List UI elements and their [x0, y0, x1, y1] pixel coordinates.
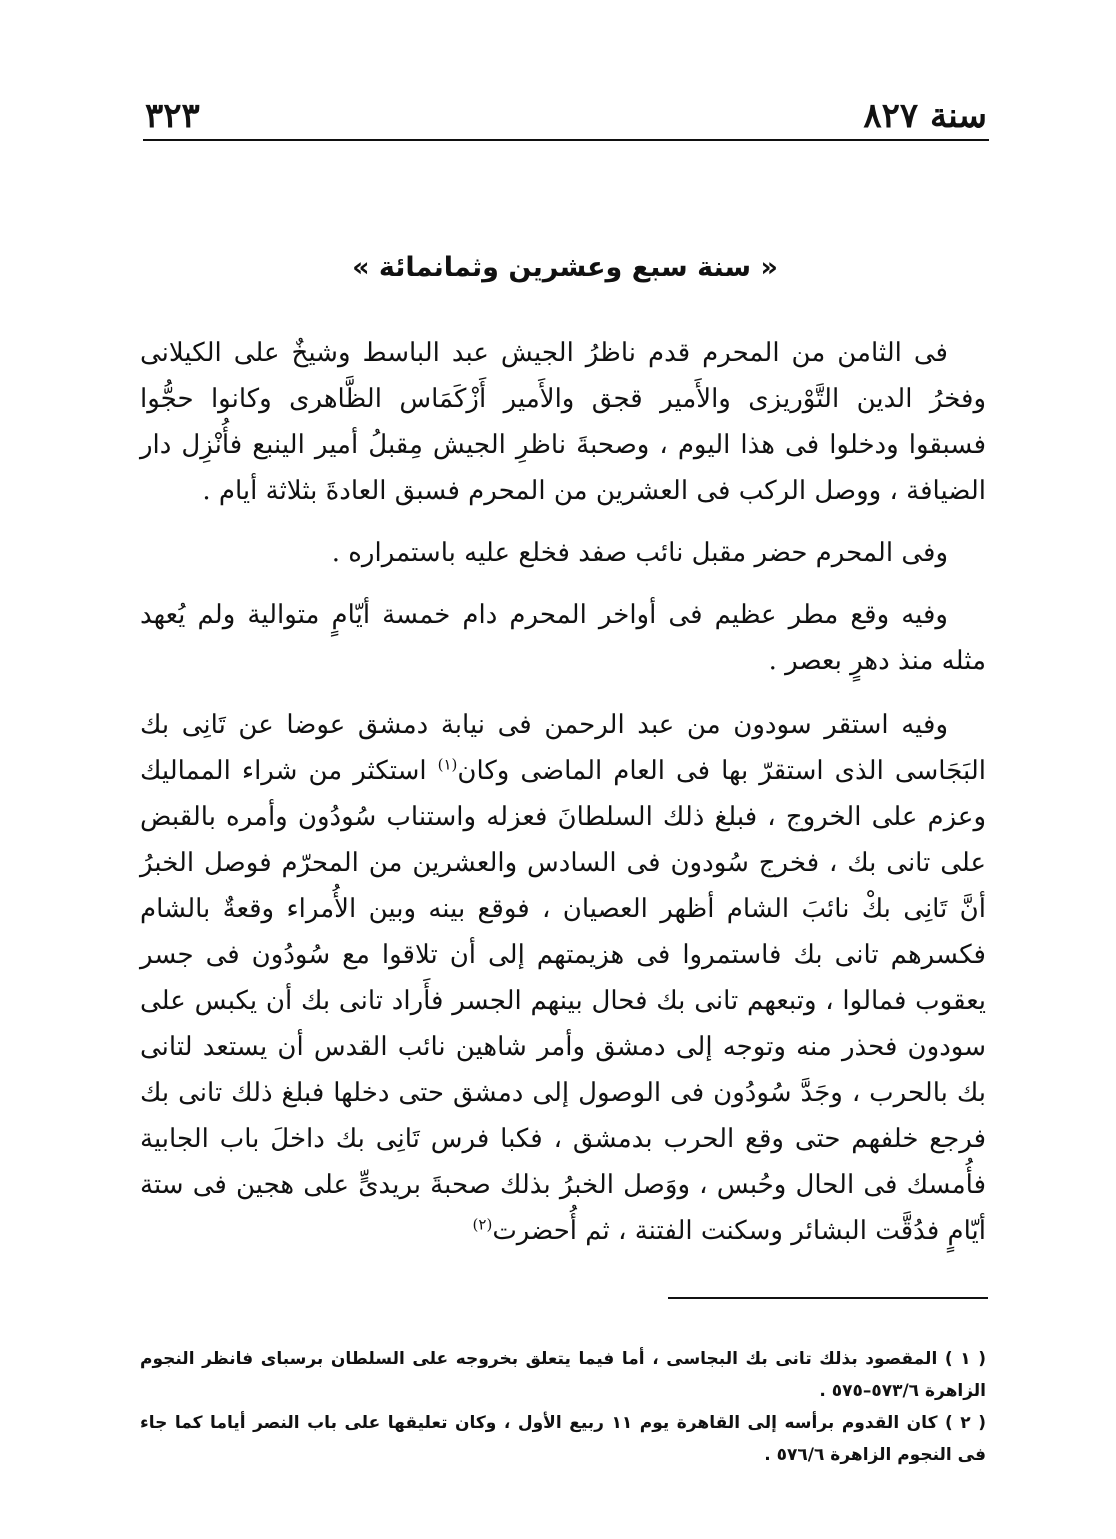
paragraph	[140, 702, 986, 1254]
footnote-ref-1[interactable]: (١)	[437, 755, 458, 774]
footnote-1: ( ١ ) المقصود بذلك تانى بك البجاسى ، أما فيما يتعلق بخروجه على السلطان برسباى فانظر النجوم الزاهرة ٥٧٣/٦–٥٧٥ .	[140, 1349, 986, 1401]
header-divider	[143, 139, 989, 141]
footnote-divider	[668, 1297, 988, 1299]
body-text	[140, 330, 986, 1270]
paragraph: فى الثامن من المحرم قدم ناظرُ الجيش عبد الباسط وشيخٌ على الكيلانى وفخرُ الدين التَّوْريزى والأَمير قجق والأَمير أَزْكَمَاس الظَّاهرى وكانوا حجُّوا فسبقوا ودخلوا فى هذا اليوم ، وصحبةَ ناظرِ الجيش مِقبلُ أمير الينبع فأُنْزِل دار الضيافة ، ووصل الركب فى العشرين من المحرم فسبق العادةَ بثلاثة أيام .	[140, 338, 986, 506]
footnotes	[140, 1343, 986, 1471]
footnote-ref-2[interactable]: (٢)	[472, 1215, 493, 1234]
paragraph-text: وفيه استقر سودون من عبد الرحمن فى نيابة دمشق عوضا عن تَانِى بك البَجَاسى الذى استقرّ بها فى العام الماضى وكان	[140, 710, 986, 786]
running-header	[145, 92, 987, 140]
footnote-2: ( ٢ ) كان القدوم برأسه إلى القاهرة يوم ١١ ربيع الأول ، وكان تعليقها على باب النصر أياما كما جاء فى النجوم الزاهرة ٥٧٦/٦ .	[140, 1413, 986, 1465]
section-title: « سنة سبع وعشرين وثمانمائة »	[352, 252, 778, 283]
paragraph: وفى المحرم حضر مقبل نائب صفد فخلع عليه باستمراره .	[331, 538, 948, 568]
page-number: ٣٢٣	[145, 96, 200, 136]
paragraph-text: استكثر من شراء المماليك وعزم على الخروج ، فبلغ ذلك السلطانَ فعزله واستناب سُودُون وأمره بالقبض على تانى بك ، فخرج سُودون فى السادس والعشرين من المحرّم فوصل الخبرُ أنَّ تَانِى بكْ نائبَ الشام أظهر العصيان ، فوقع بينه وبين الأُمراء وقعةٌ بالشام فكسرهم تانى بك فاستمروا فى هزيمتهم إلى أن تلاقوا مع سُودُون فى جسر يعقوب فمالوا ، وتبعهم تانى بك فحال بينهم الجسر فأَراد تانى بك أن يكبس على سودون فحذر منه وتوجه إلى دمشق وأمر شاهين نائب القدس أن يستعد لتانى بك بالحرب ، وجَدَّ سُودُون فى الوصول إلى دمشق حتى دخلها فبلغ ذلك تانى بك فرجع خلفهم حتى وقع الحرب بدمشق ، فكبا فرس تَانِى بك داخلَ باب الجابية فأُمسك فى الحال وحُبس ، ووَصل الخبرُ بذلك صحبةَ بريدىٍّ على هجين فى ستة أيّامٍ فدُقَّت البشائر وسكنت الفتنة ، ثم أُحضرت	[140, 756, 987, 1246]
header-title: سنة ٨٢٧	[863, 96, 987, 136]
paragraph: وفيه وقع مطر عظيم فى أواخر المحرم دام خمسة أيّامٍ متوالية ولم يُعهد مثله منذ دهرٍ بعصر .	[140, 600, 986, 676]
